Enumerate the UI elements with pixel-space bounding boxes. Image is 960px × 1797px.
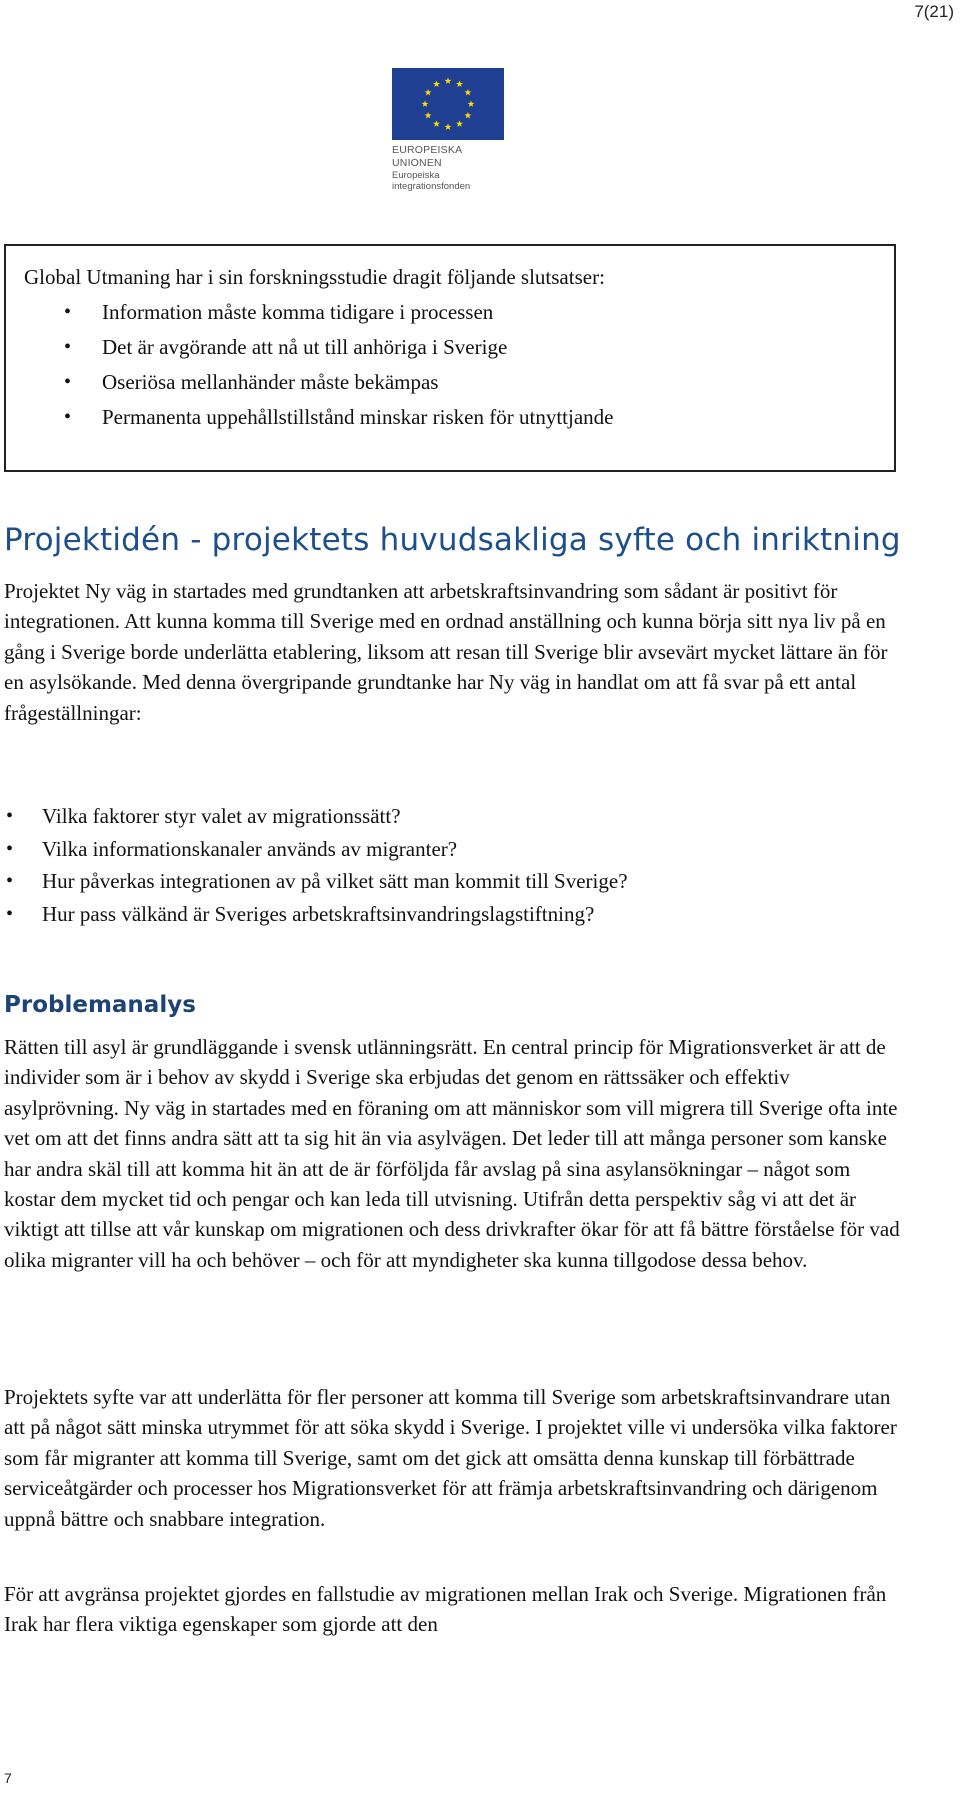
conclusions-intro: Global Utmaning har i sin forskningsstudie dragit följande slutsatser: — [24, 265, 605, 289]
eu-logo — [392, 68, 504, 192]
list-item: • Hur påverkas integrationen av på vilket sätt man kommit till Sverige? — [0, 865, 628, 898]
conclusions-box — [4, 244, 896, 472]
paragraph-problem-1: Rätten till asyl är grundläggande i svensk utlänningsrätt. En central princip för Migrationsverket är att de individer som är i behov av skydd i Sverige ska erbjudas det genom en rättssäker och effektiv asylprövning. Ny väg in startades med en föraning om att människor som vill migrera till Sverige ofta inte vet om att det finns andra sätt att ta sig hit än via asylvägen. Det leder till att många personer som kanske har andra skäl till att komma hit än att de är förföljda får avslag på sina asylansökningar – något som kostar dem mycket tid och pengar och kan leda till utvisning. Utifrån detta perspektiv såg vi att det är viktigt att tillse att vår kunskap om migrationen och dess drivkrafter ökar för att få bättre förståelse för vad olika migranter vill ha och behöver – och för att myndigheter ska kunna tillgodose dessa behov. — [4, 1035, 900, 1272]
logo-text-fund: Europeiska integrationsfonden — [392, 170, 471, 192]
section-heading-projektiden: Projektidén - projektets huvudsakliga syfte och inriktning — [4, 522, 901, 558]
questions-list — [0, 800, 628, 930]
page-number-top: 7(21) — [914, 2, 954, 21]
conclusions-list — [6, 295, 613, 435]
list-item: • Det är avgörande att nå ut till anhöriga i Sverige — [6, 330, 613, 365]
list-item: • Vilka informationskanaler används av migranter? — [0, 833, 628, 866]
eu-flag-icon — [392, 68, 504, 140]
list-item: • Vilka faktorer styr valet av migrationssätt? — [0, 800, 628, 833]
paragraph-problem-2: Projektets syfte var att underlätta för fler personer att komma till Sverige som arbetskraftsinvandrare utan att på något sätt minska utrymmet för att söka skydd i Sverige. I projektet ville vi undersöka vilka faktorer som får migranter att komma till Sverige, samt om det gick att omsätta denna kunskap till förbättrade serviceåtgärder och processer hos Migrationsverket för att främja arbetskraftsinvandring och därigenom uppnå bättre och snabbare integration. — [4, 1385, 897, 1531]
page-number-bottom: 7 — [4, 1770, 12, 1786]
paragraph-intro: Projektet Ny väg in startades med grundtanken att arbetskraftsinvandring som sådant är positivt för integrationen. Att kunna komma till Sverige med en ordnad anställning och kunna börja sitt nya liv på en gång i Sverige borde underlätta etablering, liksom att resan till Sverige blir avsevärt mycket lättare än för en asylsökande. Med denna övergripande grundtanke har Ny väg in handlat om att få svar på ett antal frågeställningar: — [4, 579, 888, 725]
section-heading-problemanalys: Problemanalys — [4, 992, 196, 1018]
list-item: • Oseriösa mellanhänder måste bekämpas — [6, 365, 613, 400]
logo-text-eu: EUROPEISKA UNIONEN — [392, 144, 462, 169]
list-item: • Information måste komma tidigare i processen — [6, 295, 613, 330]
paragraph-problem-3: För att avgränsa projektet gjordes en fallstudie av migrationen mellan Irak och Sverige. Migrationen från Irak har flera viktiga egenskaper som gjorde att den — [4, 1582, 887, 1637]
list-item: • Permanenta uppehållstillstånd minskar risken för utnyttjande — [6, 400, 613, 435]
list-item: • Hur pass välkänd är Sveriges arbetskraftsinvandringslagstiftning? — [0, 898, 628, 931]
